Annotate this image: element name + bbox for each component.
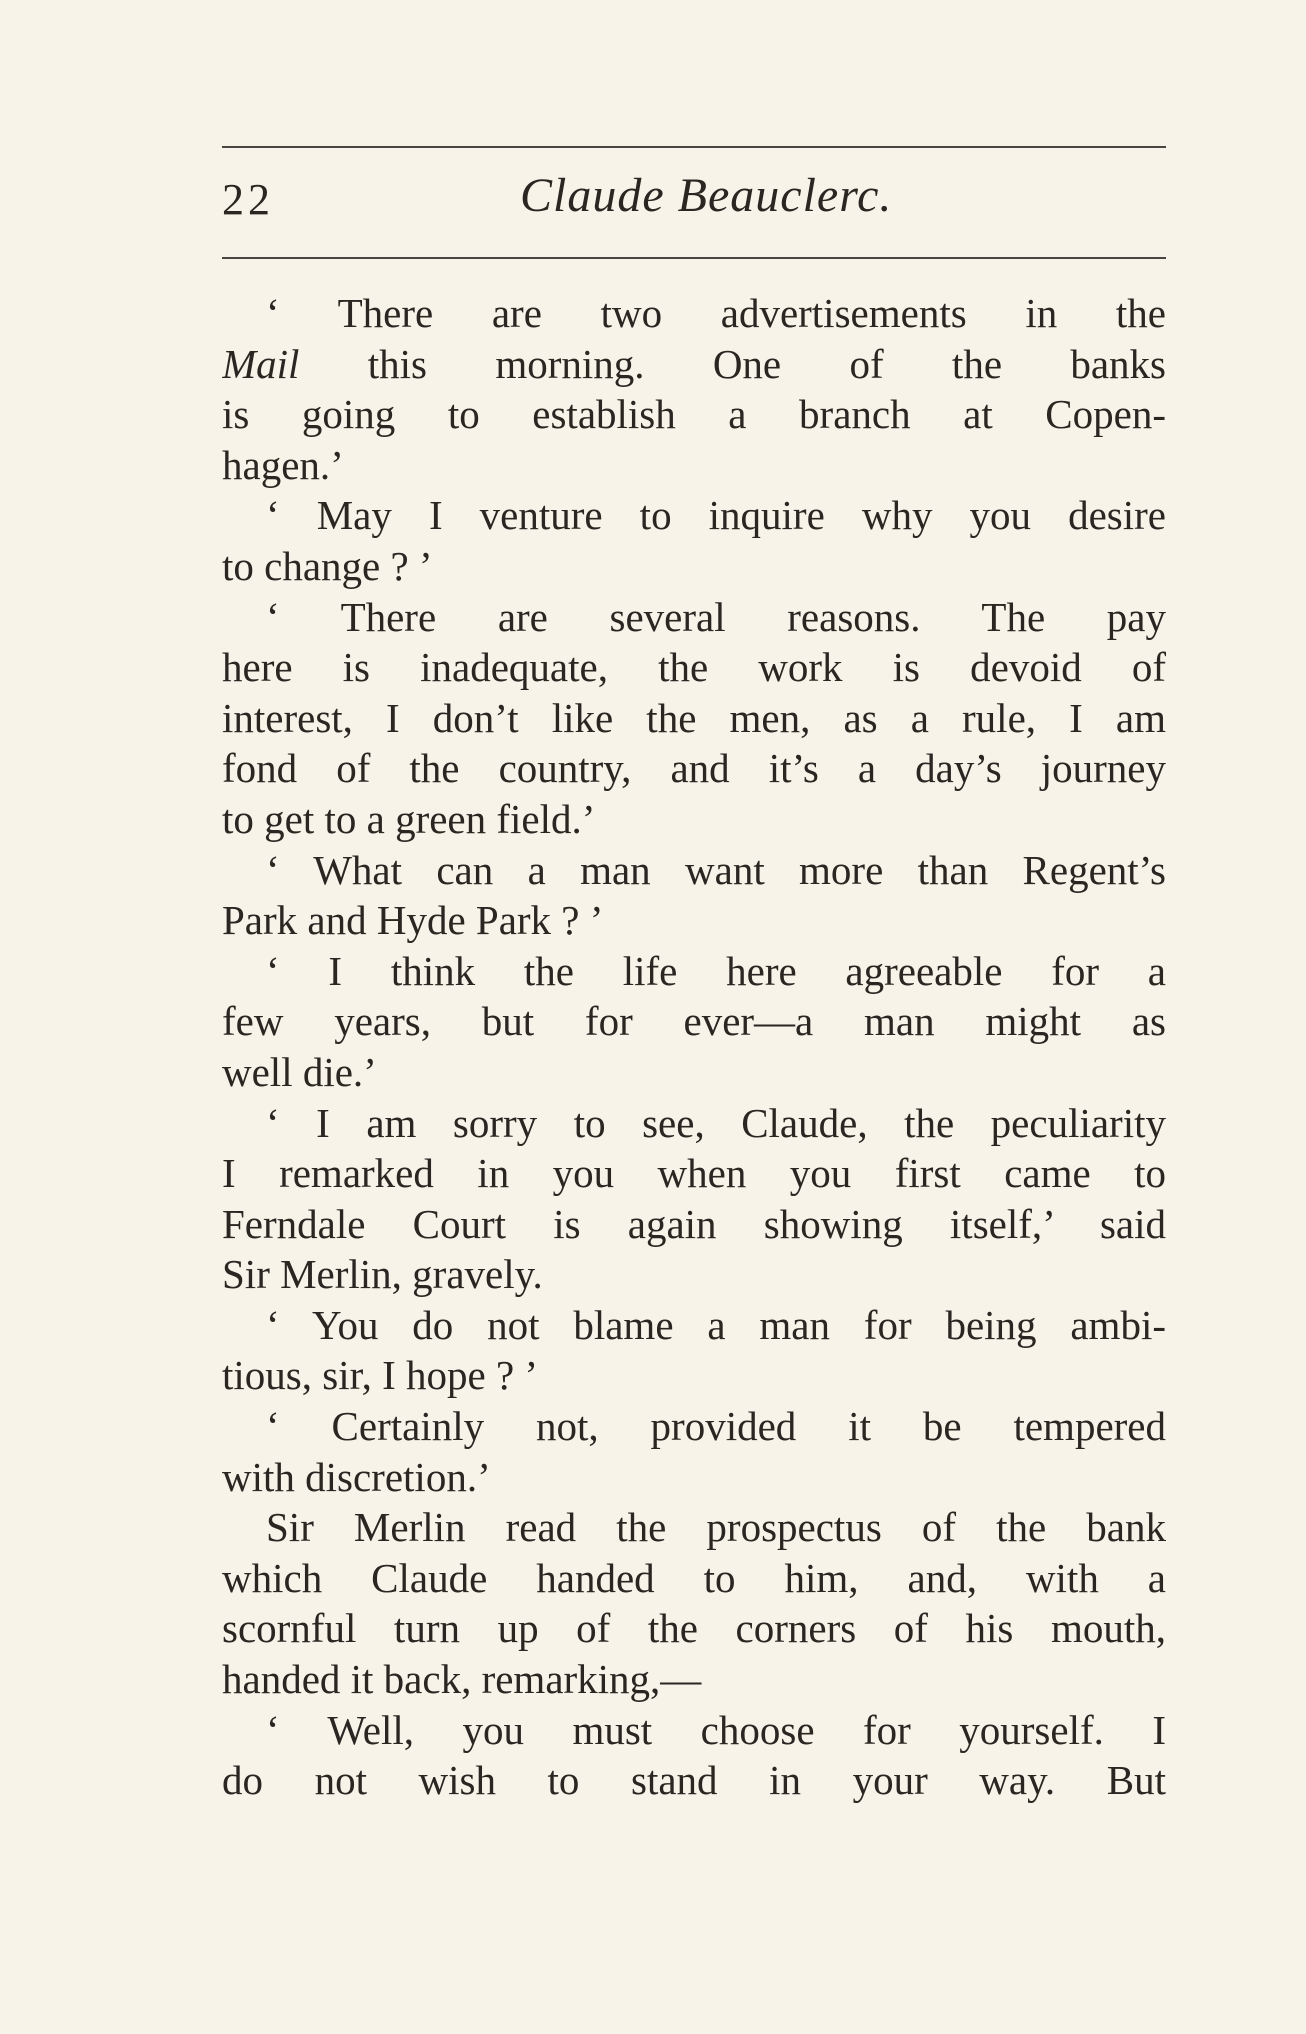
text-line: well die.’ bbox=[222, 1048, 377, 1095]
text-line: fond of the country, and it’s a day’s journey bbox=[222, 745, 1166, 792]
text-line: is going to establish a branch at Copen- bbox=[222, 391, 1166, 438]
running-header bbox=[222, 168, 1166, 238]
text-line: few years, but for ever—a man might as bbox=[222, 998, 1166, 1045]
text-line: Park and Hyde Park ? ’ bbox=[222, 897, 604, 944]
header-bottom-rule bbox=[222, 257, 1166, 259]
text-line: ‘ Well, you must choose for yourself. I bbox=[266, 1706, 1166, 1753]
text-line: with discretion.’ bbox=[222, 1453, 491, 1500]
text-line: interest, I don’t like the men, as a rule, I am bbox=[222, 694, 1166, 741]
text-line: which Claude handed to him, and, with a bbox=[222, 1554, 1166, 1601]
text-line bbox=[222, 339, 1166, 390]
text-line: scornful turn up of the corners of his mouth, bbox=[222, 1605, 1166, 1652]
text-line: ‘ I think the life here agreeable for a bbox=[266, 947, 1166, 994]
text-line: tious, sir, I hope ? ’ bbox=[222, 1352, 539, 1399]
text-line: ‘ What can a man want more than Regent’s bbox=[266, 846, 1166, 893]
italic-word: Mail bbox=[222, 340, 300, 387]
page-number: 22 bbox=[222, 175, 274, 224]
header-top-rule bbox=[222, 146, 1166, 148]
text-line: Sir Merlin, gravely. bbox=[222, 1251, 543, 1298]
body-text bbox=[222, 288, 1166, 1806]
text-line: Ferndale Court is again showing itself,’ said bbox=[222, 1200, 1166, 1247]
text-line: ‘ There are two advertisements in the bbox=[266, 290, 1166, 336]
text-line: to get to a green field.’ bbox=[222, 795, 596, 842]
text-line: ‘ Certainly not, provided it be tempered bbox=[266, 1403, 1166, 1450]
text-line: to change ? ’ bbox=[222, 542, 433, 589]
text-line: do not wish to stand in your way. But bbox=[222, 1757, 1166, 1804]
text-line: I remarked in you when you first came to bbox=[222, 1150, 1166, 1197]
text-line: ‘ You do not blame a man for being ambi- bbox=[266, 1301, 1166, 1348]
line-text: this morning. One of the banks bbox=[299, 340, 1166, 387]
text-line: ‘ There are several reasons. The pay bbox=[266, 593, 1166, 640]
text-line: Sir Merlin read the prospectus of the bank bbox=[266, 1504, 1166, 1551]
text-line: ‘ I am sorry to see, Claude, the peculiarity bbox=[266, 1099, 1166, 1146]
text-line: handed it back, remarking,— bbox=[222, 1656, 702, 1703]
text-line: here is inadequate, the work is devoid of bbox=[222, 644, 1166, 691]
text-line: hagen.’ bbox=[222, 441, 344, 488]
text-line: ‘ May I venture to inquire why you desire bbox=[266, 492, 1166, 539]
running-title: Claude Beauclerc. bbox=[520, 169, 893, 222]
